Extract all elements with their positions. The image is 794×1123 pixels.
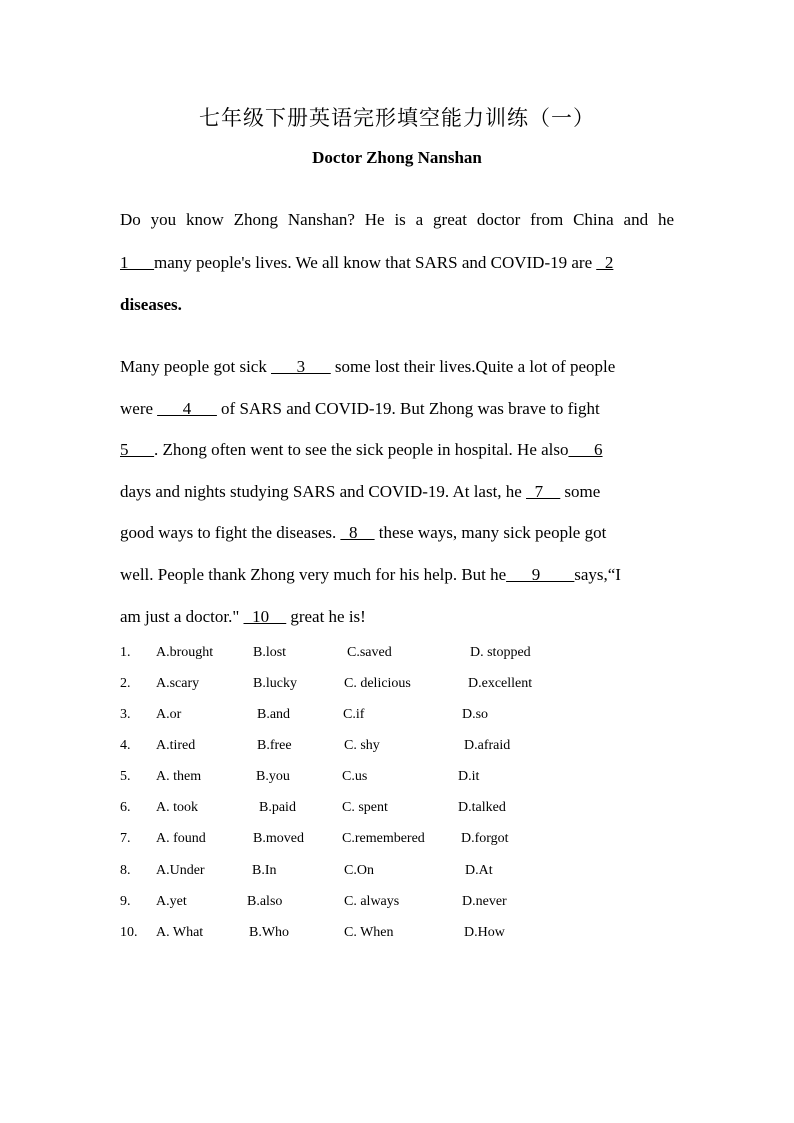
- option-row: [120, 925, 680, 945]
- question-number: 5.: [120, 769, 131, 784]
- blank-3: ___3___: [271, 357, 331, 376]
- option-c: C.us: [342, 769, 368, 784]
- question-number: 9.: [120, 894, 131, 909]
- option-d: D.At: [465, 863, 493, 878]
- blank-2: _2: [596, 253, 614, 272]
- option-d: D.never: [462, 894, 507, 909]
- option-d: D.How: [464, 925, 505, 940]
- option-a: A.scary: [156, 676, 200, 691]
- blank-7: _7__: [526, 482, 561, 501]
- option-c: C. shy: [344, 738, 380, 753]
- passage-line: good ways to fight the diseases. _8__ these ways, many sick people got: [120, 523, 607, 542]
- option-d: D.so: [462, 707, 489, 722]
- option-c: C.saved: [347, 645, 392, 660]
- question-number: 2.: [120, 676, 131, 691]
- blank-1: 1___: [120, 253, 154, 272]
- blank-9: ___9____: [506, 565, 575, 584]
- option-c: C.remembered: [342, 831, 425, 846]
- option-a: A. took: [156, 800, 198, 815]
- page-title: 七年级下册英语完形填空能力训练（一）: [199, 106, 595, 130]
- option-b: B.you: [256, 769, 290, 784]
- option-d: D.forgot: [461, 831, 509, 846]
- option-d: D.it: [458, 769, 480, 784]
- option-row: [120, 676, 680, 696]
- option-c: C. When: [344, 925, 394, 940]
- option-b: B.Who: [249, 925, 290, 940]
- option-row: [120, 769, 680, 789]
- option-d: D. stopped: [470, 645, 531, 660]
- option-a: A.or: [156, 707, 182, 722]
- passage-line: 1___many people's lives. We all know that SARS and COVID-19 are _2: [120, 253, 614, 272]
- option-d: D.talked: [458, 800, 506, 815]
- option-row: [120, 894, 680, 914]
- option-b: B.paid: [259, 800, 296, 815]
- option-b: B.moved: [253, 831, 304, 846]
- option-c: C. always: [344, 894, 400, 909]
- question-number: 4.: [120, 738, 131, 753]
- option-c: C. delicious: [344, 676, 411, 691]
- passage-line: Many people got sick ___3___ some lost their lives.Quite a lot of people: [120, 357, 616, 376]
- option-a: A. them: [156, 769, 202, 784]
- option-d: D.excellent: [468, 676, 533, 691]
- question-number: 8.: [120, 863, 131, 878]
- option-a: A.Under: [156, 863, 205, 878]
- blank-8: _8__: [340, 523, 375, 542]
- blank-6: ___6: [568, 440, 603, 459]
- option-row: [120, 863, 680, 883]
- option-c: C. spent: [342, 800, 388, 815]
- option-b: B.and: [257, 707, 291, 722]
- passage-subtitle: Doctor Zhong Nanshan: [312, 148, 482, 167]
- option-d: D.afraid: [464, 738, 511, 753]
- option-b: B.lucky: [253, 676, 297, 691]
- question-number: 10.: [120, 925, 138, 940]
- option-row: [120, 800, 680, 820]
- option-c: C.if: [343, 707, 365, 722]
- option-row: [120, 738, 680, 758]
- option-row: [120, 707, 680, 727]
- option-row: [120, 645, 680, 665]
- passage-line: were ___4___ of SARS and COVID-19. But Zhong was brave to fight: [120, 399, 600, 418]
- blank-4: ___4___: [157, 399, 217, 418]
- option-b: B.free: [257, 738, 292, 753]
- option-b: B.In: [252, 863, 277, 878]
- passage-line: Do you know Zhong Nanshan? He is a great doctor from China and he: [120, 210, 674, 229]
- question-number: 6.: [120, 800, 131, 815]
- passage-line: well. People thank Zhong very much for his help. But he___9____says,“I: [120, 565, 621, 584]
- option-a: A.yet: [156, 894, 187, 909]
- blank-5: 5___: [120, 440, 154, 459]
- option-a: A.brought: [156, 645, 214, 660]
- option-row: [120, 831, 680, 851]
- option-a: A. found: [156, 831, 206, 846]
- passage-line: days and nights studying SARS and COVID-19. At last, he _7__ some: [120, 482, 601, 501]
- option-a: A.tired: [156, 738, 196, 753]
- option-b: B.lost: [253, 645, 287, 660]
- passage-line: 5___. Zhong often went to see the sick people in hospital. He also___6: [120, 440, 603, 459]
- question-number: 7.: [120, 831, 131, 846]
- passage-line: diseases.: [120, 295, 182, 314]
- option-a: A. What: [156, 925, 204, 940]
- passage-line: am just a doctor." _10__ great he is!: [120, 607, 366, 626]
- question-number: 3.: [120, 707, 131, 722]
- question-number: 1.: [120, 645, 131, 660]
- option-c: C.On: [344, 863, 374, 878]
- blank-10: _10__: [243, 607, 287, 626]
- option-b: B.also: [247, 894, 283, 909]
